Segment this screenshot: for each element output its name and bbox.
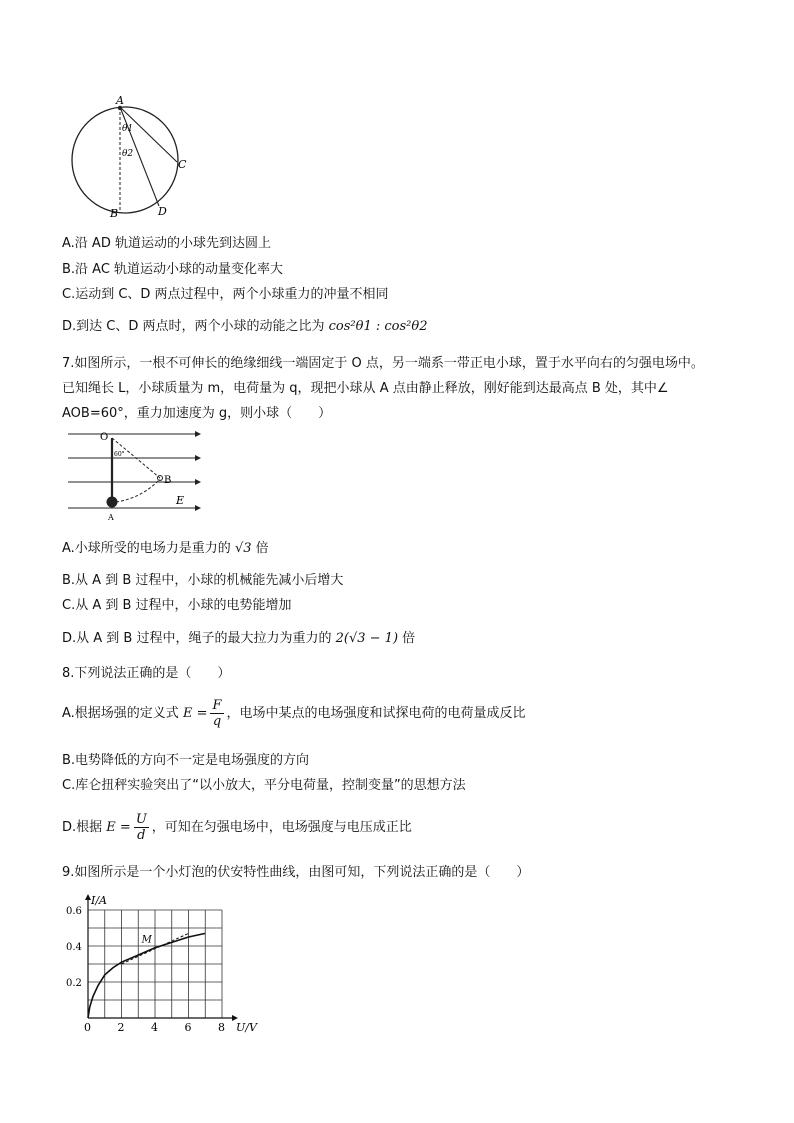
label-E: E <box>176 494 185 507</box>
q8-option-a <box>62 698 526 730</box>
q8-option-a-lhs: E = <box>182 706 208 721</box>
q7-option-a-expr: √3 <box>234 541 252 556</box>
label-60deg: 60° <box>114 451 125 458</box>
q7-stem-line2: 已知绳长 L，小球质量为 m，电荷量为 q，现把小球从 A 点由静止释放，刚好能到达最高点 B 处，其中∠ <box>62 381 669 396</box>
x-tick-label: 0 <box>84 1021 91 1034</box>
q8-option-d-fraction <box>134 812 149 843</box>
q9-stem: 9.如图所示是一个小灯泡的伏安特性曲线，由图可知，下列说法正确的是（ ） <box>62 865 530 880</box>
q7-option-d-text: D.从 A 到 B 过程中，绳子的最大拉力为重力的 <box>62 631 332 646</box>
q6-option-d <box>62 318 427 336</box>
label-D: D <box>158 205 167 218</box>
q7-option-d-expr: 2(√3 − 1) <box>335 631 399 646</box>
chart-axes <box>85 894 238 1021</box>
q8-option-a-numerator: F <box>212 698 222 713</box>
x-tick-label: 8 <box>218 1021 225 1034</box>
label-B: B <box>110 207 119 220</box>
label-theta2: θ2 <box>122 149 134 159</box>
label-A: A <box>108 513 114 522</box>
circle-chords-figure <box>58 92 198 222</box>
q8-option-d <box>62 812 412 844</box>
label-A: A <box>116 94 124 107</box>
q7-stem-line1: 7.如图所示，一根不可伸长的绝缘细线一端固定于 O 点，另一端系一带正电小球，置于水平向右的匀强电场中。 <box>62 356 704 371</box>
q6-option-b: B.沿 AC 轨道运动小球的动量变化率大 <box>62 262 284 277</box>
x-tick-label: 4 <box>151 1021 158 1034</box>
label-theta1: θ1 <box>122 124 134 134</box>
q8-option-a-denominator: q <box>212 714 222 729</box>
q8-stem: 8.下列说法正确的是（ ） <box>62 666 231 681</box>
q6-option-d-text: D.到达 C、D 两点时，两个小球的动能之比为 <box>62 319 325 334</box>
q6-option-c: C.运动到 C、D 两点过程中，两个小球重力的冲量不相同 <box>62 287 389 302</box>
q7-option-a <box>62 540 269 558</box>
q8-option-a-pre: A.根据场强的定义式 <box>62 706 179 721</box>
q7-option-d-end: 倍 <box>402 631 416 646</box>
q7-stem-line3: AOB=60°，重力加速度为 g，则小球（ ） <box>62 406 332 421</box>
q8-option-d-pre: D.根据 <box>62 820 103 835</box>
x-axis-label: U/V <box>236 1021 257 1034</box>
q8-option-d-post: ，可知在匀强电场中，电场强度与电压成正比 <box>151 820 412 835</box>
q8-option-d-lhs: E = <box>106 820 131 835</box>
q8-option-a-fraction <box>210 698 223 729</box>
label-B: B <box>164 475 172 486</box>
y-axis-label: I/A <box>91 894 107 907</box>
q7-option-a-text: A.小球所受的电场力是重力的 <box>62 541 231 556</box>
y-tick-label: 0.2 <box>66 978 82 989</box>
q8-option-b: B.电势降低的方向不一定是电场强度的方向 <box>62 753 310 768</box>
q7-option-a-end: 倍 <box>255 541 269 556</box>
label-O: O <box>100 432 109 443</box>
chart-grid <box>88 910 222 1018</box>
q7-option-b: B.从 A 到 B 过程中，小球的机械能先减小后增大 <box>62 573 344 588</box>
q6-option-d-formula: cos²θ1 : cos²θ2 <box>328 319 428 334</box>
q8-option-c: C.库仑扭秤实验突出了“以小放大，平分电荷量，控制变量”的思想方法 <box>62 778 466 793</box>
q7-option-c: C.从 A 到 B 过程中，小球的电势能增加 <box>62 598 292 613</box>
q7-option-d <box>62 630 415 648</box>
point-m-label: M <box>141 934 152 946</box>
x-tick-label: 6 <box>184 1021 192 1034</box>
q8-option-d-numerator: U <box>135 812 147 827</box>
electric-field-pendulum-figure <box>60 426 210 524</box>
q6-option-a: A.沿 AD 轨道运动的小球先到达圆上 <box>62 236 271 251</box>
iv-curve-svg <box>62 884 272 1034</box>
y-tick-label: 0.4 <box>66 942 82 953</box>
y-tick-label: 0.6 <box>66 906 82 917</box>
q8-option-a-post: ，电场中某点的电场强度和试探电荷的电荷量成反比 <box>226 706 526 721</box>
iv-curve-chart <box>62 884 272 1034</box>
label-C: C <box>178 158 187 171</box>
q8-option-d-denominator: d <box>137 828 146 843</box>
x-tick-label: 2 <box>117 1021 125 1034</box>
